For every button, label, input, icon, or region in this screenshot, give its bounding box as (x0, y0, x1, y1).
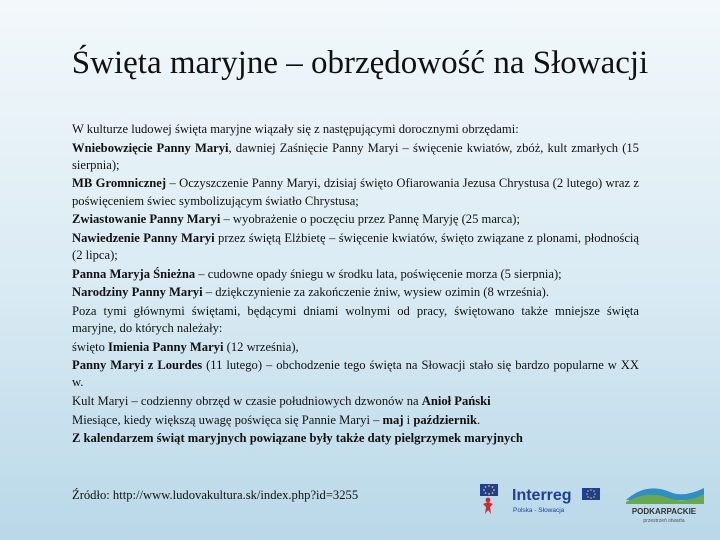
holiday-description: przez świętą Elżbietę – święcenie kwiatów, święto związane z plonami, płodnością (2 lipca); (72, 230, 640, 262)
pilgrimage-text: Z kalendarzem świąt maryjnych powiązane były także daty pielgrzymek maryjnych (72, 431, 523, 446)
holiday-name: Panna Maryja Śnieżna (72, 266, 196, 281)
interreg-subtitle: Polska - Słowacja (513, 507, 565, 514)
list-item (72, 357, 639, 391)
holiday-description: – wyobrażenie o poczęciu przez Pannę Maryję (25 marca); (220, 212, 520, 227)
holiday-name: Wniebowzięcie Panny Maryi (72, 140, 229, 155)
source-citation: Źródło: http://www.ludovakultura.sk/index.php?id=3255 (72, 488, 359, 502)
angelus-name: Anioł Pański (421, 393, 491, 408)
interreg-title: Interreg (512, 487, 572, 504)
interreg-logo (508, 482, 602, 522)
list-item (72, 266, 639, 283)
list-item (72, 140, 639, 174)
red-figure-icon (483, 498, 493, 514)
holiday-description: – dziękczynienie za zakończenie żniw, wysiew ozimin (8 września). (202, 285, 550, 300)
month-may: maj (382, 412, 404, 427)
list-item (72, 339, 639, 356)
holiday-name: Panny Maryi z Lourdes (72, 358, 203, 373)
list-item (72, 211, 639, 228)
holiday-name: Nawiedzenie Panny Maryi (72, 230, 215, 245)
months-text: Miesiące, kiedy większą uwagę poświęca się Pannie Maryi – (72, 412, 383, 427)
months-end: . (477, 412, 481, 427)
month-october: październik (413, 412, 477, 427)
cult-line (72, 393, 639, 410)
slide-body (72, 121, 639, 449)
podkarpackie-logo (618, 478, 710, 524)
holiday-description: – cudowne opady śniegu w środku lata, poświęcenie morza (5 sierpnia); (195, 266, 562, 281)
holiday-name: MB Gromnicznej (72, 176, 167, 191)
holiday-description: – Oczyszczenie Panny Maryi, dzisiaj święto Ofiarowania Jezusa Chrystusa (2 lutego) wraz z poświęceniem świec symbolizującym światło Chrystusa; (72, 176, 639, 208)
months-conjunction: i (403, 412, 414, 427)
holiday-description: (11 lutego) – obchodzenie tego święta na Słowacji stało się bardzo popularne w XX w. (72, 358, 639, 390)
holiday-description: (12 września), (223, 339, 299, 354)
podkarpackie-title: PODKARPACKIE (631, 507, 697, 516)
holiday-description: , dawniej Zaśnięcie Panny Maryi – święcenie kwiatów, zbóż, kult zmarłych (15 sierpnia); (72, 140, 639, 172)
intro-text: W kulturze ludowej święta maryjne wiązały się z następującymi dorocznymi obrzędami: (72, 122, 519, 136)
pilgrimage-line (72, 430, 639, 447)
other-holidays-intro: Poza tymi głównymi świętami, będącymi dniami wolnymi od pracy, świętowano także mniejsze święta maryjne, do których należały: (72, 303, 639, 335)
list-item (72, 175, 639, 209)
name-day-prefix: święto (72, 339, 109, 354)
hills-icon (626, 488, 704, 504)
cult-text: Kult Maryi – codzienny obrzęd w czasie południowych dzwonów na (72, 393, 422, 408)
holiday-name: Narodziny Panny Maryi (72, 285, 203, 300)
months-line (72, 412, 639, 429)
slide-title: Święta maryjne – obrzędowość na Słowacji (71, 45, 649, 81)
list-item (72, 284, 639, 301)
list-item (72, 230, 639, 264)
holiday-name: Zwiastowanie Panny Maryi (72, 212, 221, 227)
podkarpackie-subtitle: przestrzeń otwarta (643, 518, 685, 524)
holiday-name: Imienia Panny Maryi (108, 339, 224, 354)
